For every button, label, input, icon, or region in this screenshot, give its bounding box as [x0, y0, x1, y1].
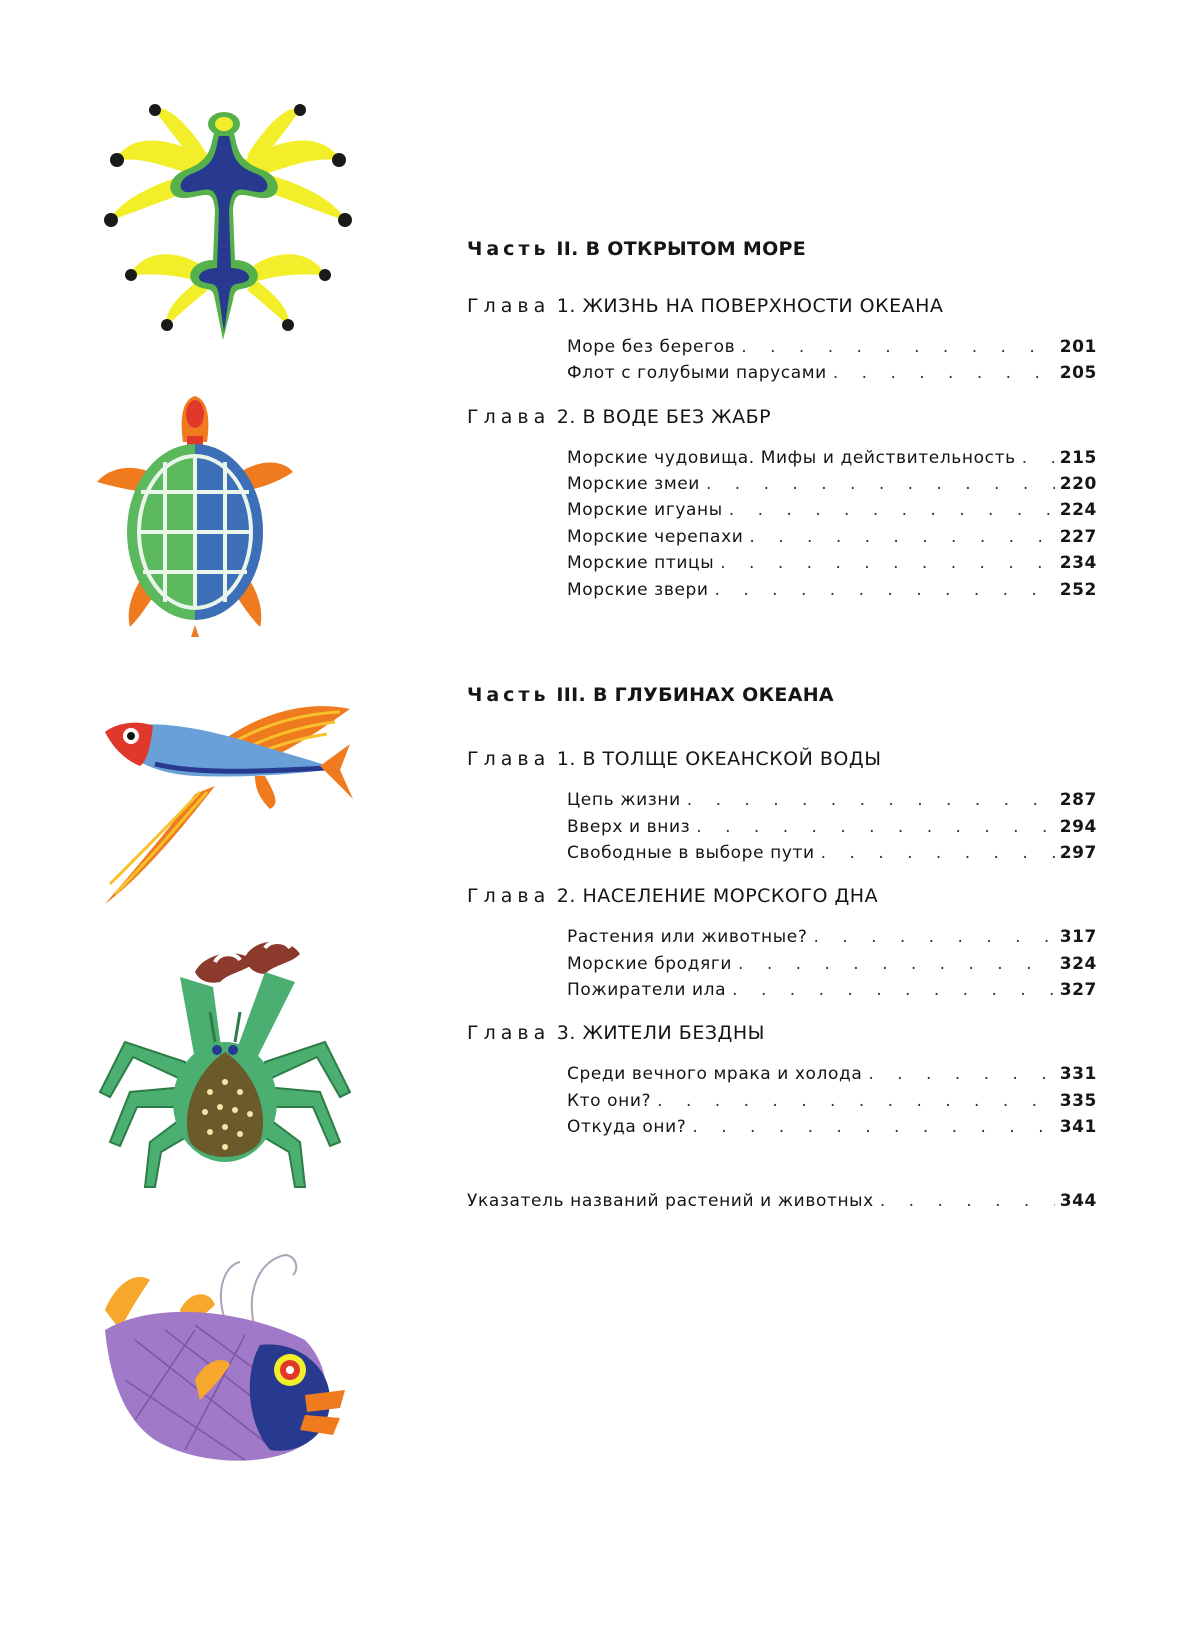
- chapter-title: ЖИТЕЛИ БЕЗДНЫ: [582, 1022, 765, 1044]
- leader-dots: [692, 1117, 1055, 1137]
- entry-page: 215: [1059, 448, 1097, 468]
- leader-dots: [821, 843, 1055, 863]
- entry-page: 297: [1059, 843, 1097, 863]
- entry-page: 201: [1059, 337, 1097, 357]
- flying-fish-illustration: [95, 704, 355, 924]
- chapter-heading: [467, 885, 878, 907]
- leader-dots: [715, 580, 1055, 600]
- chapter-heading: [467, 748, 882, 770]
- toc-entry[interactable]: [567, 363, 1097, 389]
- sea-turtle-illustration: [95, 392, 295, 642]
- toc-entry[interactable]: [567, 580, 1097, 606]
- entry-title: Морские бродяги: [567, 954, 733, 974]
- toc-entry[interactable]: [567, 1117, 1097, 1143]
- entry-page: 220: [1059, 474, 1097, 494]
- leader-dots: [696, 817, 1055, 837]
- leader-dots: [706, 474, 1055, 494]
- anglerfish-illustration: [95, 1250, 355, 1480]
- entry-title: Кто они?: [567, 1091, 652, 1111]
- chapter-heading: [467, 1022, 765, 1044]
- index-page: 344: [1059, 1191, 1097, 1211]
- leader-dots: [729, 500, 1055, 520]
- entry-page: 331: [1059, 1064, 1097, 1084]
- entry-page: 327: [1059, 980, 1097, 1000]
- entry-title: Цепь жизни: [567, 790, 681, 810]
- toc-entry[interactable]: [567, 553, 1097, 579]
- chapter-title: В ТОЛЩЕ ОКЕАНСКОЙ ВОДЫ: [582, 748, 882, 770]
- toc-entry[interactable]: [567, 817, 1097, 843]
- leader-dots: [868, 1064, 1055, 1084]
- part-title: В ОТКРЫТОМ МОРЕ: [585, 238, 807, 260]
- toc-entry[interactable]: [567, 337, 1097, 363]
- entry-page: 317: [1059, 927, 1097, 947]
- entry-title: Морские змеи: [567, 474, 700, 494]
- chapter-label: Глава: [467, 1022, 551, 1044]
- entry-title: Среди вечного мрака и холода: [567, 1064, 863, 1084]
- leader-dots: [1022, 448, 1055, 468]
- entry-page: 341: [1059, 1117, 1097, 1137]
- entry-title: Растения или животные?: [567, 927, 808, 947]
- entry-page: 252: [1059, 580, 1097, 600]
- toc-entry[interactable]: [567, 980, 1097, 1006]
- toc-entry[interactable]: [567, 927, 1097, 953]
- entry-page: 324: [1059, 954, 1097, 974]
- entry-page: 335: [1059, 1091, 1097, 1111]
- leader-dots: [687, 790, 1055, 810]
- toc-entry[interactable]: [567, 843, 1097, 869]
- part-label: Часть: [467, 238, 550, 260]
- entry-title: Морские чудовища. Мифы и действительность: [567, 448, 1016, 468]
- part-number: II.: [556, 238, 579, 260]
- entry-page: 224: [1059, 500, 1097, 520]
- sea-slug-illustration: [95, 100, 365, 350]
- part-heading: [467, 238, 806, 260]
- chapter-heading: [467, 406, 771, 428]
- toc-entry[interactable]: [567, 448, 1097, 474]
- toc-entry[interactable]: [567, 527, 1097, 553]
- chapter-heading: [467, 295, 943, 317]
- part-title: В ГЛУБИНАХ ОКЕАНА: [592, 684, 834, 706]
- entry-title: Морские черепахи: [567, 527, 744, 547]
- entry-page: 205: [1059, 363, 1097, 383]
- chapter-number: 2.: [556, 885, 576, 907]
- entry-title: Морские звери: [567, 580, 709, 600]
- entry-page: 294: [1059, 817, 1097, 837]
- leader-dots: [749, 527, 1055, 547]
- index-title: Указатель названий растений и животных: [467, 1191, 874, 1211]
- leader-dots: [833, 363, 1055, 383]
- leader-dots: [813, 927, 1055, 947]
- entry-title: Пожиратели ила: [567, 980, 727, 1000]
- entry-title: Свободные в выборе пути: [567, 843, 815, 863]
- part-number: III.: [556, 684, 587, 706]
- chapter-label: Глава: [467, 885, 551, 907]
- chapter-label: Глава: [467, 406, 551, 428]
- leader-dots: [741, 337, 1055, 357]
- chapter-number: 3.: [556, 1022, 576, 1044]
- chapter-number: 2.: [556, 406, 576, 428]
- leader-dots: [738, 954, 1055, 974]
- part-label: Часть: [467, 684, 550, 706]
- entry-title: Морские игуаны: [567, 500, 723, 520]
- chapter-number: 1.: [556, 748, 576, 770]
- chapter-title: НАСЕЛЕНИЕ МОРСКОГО ДНА: [582, 885, 879, 907]
- crab-illustration: [95, 942, 355, 1202]
- entry-title: Откуда они?: [567, 1117, 687, 1137]
- chapter-label: Глава: [467, 295, 551, 317]
- entry-page: 227: [1059, 527, 1097, 547]
- toc-entry[interactable]: [567, 1064, 1097, 1090]
- toc-entry[interactable]: [567, 954, 1097, 980]
- toc-entry[interactable]: [567, 1091, 1097, 1117]
- entry-title: Море без берегов: [567, 337, 736, 357]
- toc-entry[interactable]: [567, 500, 1097, 526]
- leader-dots: [732, 980, 1055, 1000]
- entry-title: Флот с голубыми парусами: [567, 363, 827, 383]
- entry-title: Вверх и вниз: [567, 817, 691, 837]
- entry-title: Морские птицы: [567, 553, 715, 573]
- leader-dots: [720, 553, 1055, 573]
- chapter-number: 1.: [556, 295, 576, 317]
- chapter-label: Глава: [467, 748, 551, 770]
- chapter-title: В ВОДЕ БЕЗ ЖАБР: [582, 406, 772, 428]
- toc-entry[interactable]: [567, 790, 1097, 816]
- entry-page: 234: [1059, 553, 1097, 573]
- chapter-title: ЖИЗНЬ НА ПОВЕРХНОСТИ ОКЕАНА: [582, 295, 944, 317]
- entry-page: 287: [1059, 790, 1097, 810]
- index-entry[interactable]: [467, 1191, 1097, 1217]
- part-heading: [467, 684, 834, 706]
- leader-dots: [657, 1091, 1055, 1111]
- toc-entry[interactable]: [567, 474, 1097, 500]
- leader-dots: [880, 1191, 1055, 1211]
